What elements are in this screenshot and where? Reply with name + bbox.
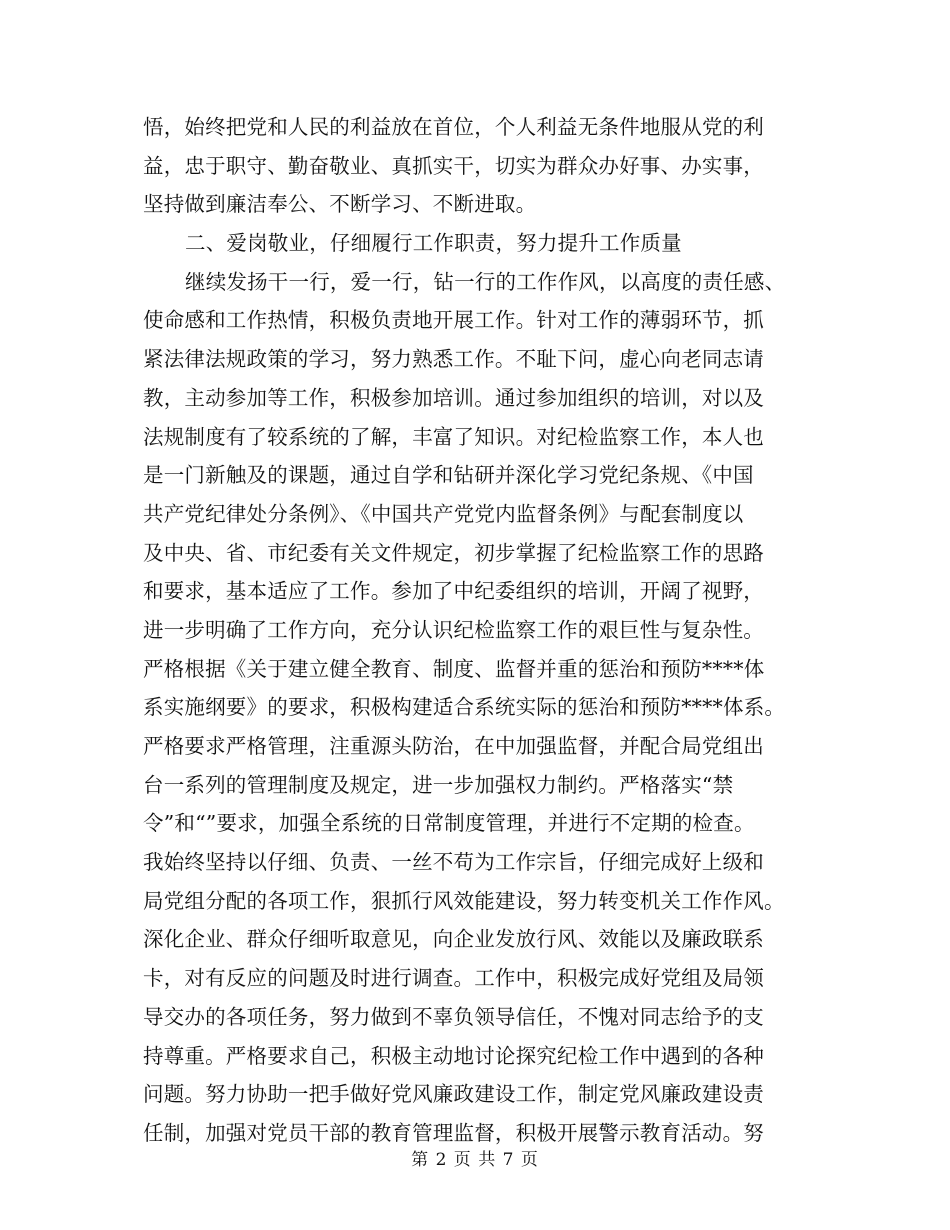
text-line: 共产党纪律处分条例》、《中国共产党党内监督条例》与配套制度以 (143, 501, 744, 526)
text-line: 继续发扬干一行，爱一行，钻一行的工作作风，以高度的责任感、 (185, 269, 786, 294)
text-line: 二、爱岗敬业，仔细履行工作职责，努力提升工作质量 (185, 231, 682, 256)
text-line: 问题。努力协助一把手做好党风廉政建设工作，制定党风廉政建设责 (143, 1082, 764, 1107)
text-line: 台一系列的管理制度及规定，进一步加强权力制约。严格落实“禁 (143, 772, 734, 797)
text-line: 教，主动参加等工作，积极参加培训。通过参加组织的培训，对以及 (143, 385, 764, 410)
text-line: 紧法律法规政策的学习，努力熟悉工作。不耻下问，虚心向老同志请 (143, 347, 764, 372)
text-line: 深化企业、群众仔细听取意见，向企业发放行风、效能以及廉政联系 (143, 927, 764, 952)
text-line: 使命感和工作热情，积极负责地开展工作。针对工作的薄弱环节，抓 (143, 308, 764, 333)
text-line: 局党组分配的各项工作，狠抓行风效能建设，努力转变机关工作作风。 (143, 888, 785, 913)
text-line: 严格根据《关于建立健全教育、制度、监督并重的惩治和预防****体 (143, 656, 765, 681)
text-line: 导交办的各项任务，努力做到不辜负领导信任，不愧对同志给予的支 (143, 1004, 764, 1029)
text-line: 坚持做到廉洁奉公、不断学习、不断进取。 (143, 192, 537, 217)
text-line: 是一门新触及的课题，通过自学和钻研并深化学习党纪条规、《中国 (143, 463, 754, 488)
text-line: 我始终坚持以仔细、负责、一丝不苟为工作宗旨，仔细完成好上级和 (143, 850, 764, 875)
text-line: 和要求，基本适应了工作。参加了中纪委组织的培训，开阔了视野， (143, 579, 764, 604)
text-line: 及中央、省、市纪委有关文件规定，初步掌握了纪检监察工作的思路 (143, 540, 764, 565)
text-line: 进一步明确了工作方向，充分认识纪检监察工作的艰巨性与复杂性。 (143, 617, 764, 642)
text-line: 令”和“”要求，加强全系统的日常制度管理，并进行不定期的检查。 (143, 811, 755, 836)
page-footer: 第 2 页 共 7 页 (411, 1150, 539, 1170)
text-line: 持尊重。严格要求自己，积极主动地讨论探究纪检工作中遇到的各种 (143, 1043, 764, 1068)
body-text (143, 108, 803, 1153)
text-line: 卡，对有反应的问题及时进行调查。工作中，积极完成好党组及局领 (143, 966, 764, 991)
text-line: 法规制度有了较系统的了解，丰富了知识。对纪检监察工作，本人也 (143, 424, 764, 449)
text-line: 任制，加强对党员干部的教育管理监督，积极开展警示教育活动。努 (143, 1120, 764, 1145)
text-line: 系实施纲要》的要求，积极构建适合系统实际的惩治和预防****体系。 (143, 695, 786, 720)
text-line: 严格要求严格管理，注重源头防治，在中加强监督，并配合局党组出 (143, 734, 764, 758)
text-line: 益，忠于职守、勤奋敬业、真抓实干，切实为群众办好事、办实事， (143, 153, 764, 178)
text-line: 悟，始终把党和人民的利益放在首位，个人利益无条件地服从党的利 (143, 115, 764, 139)
